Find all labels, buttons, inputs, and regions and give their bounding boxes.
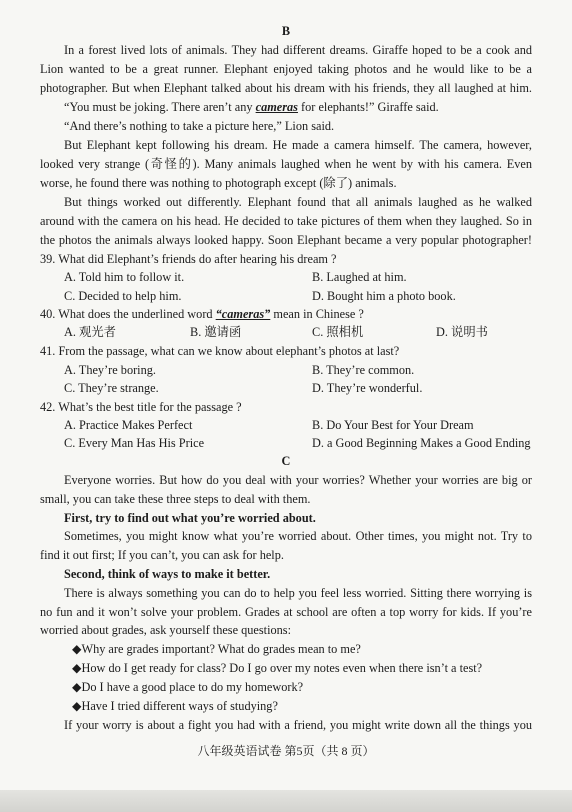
quote-lion: “And there’s nothing to take a picture here,” Lion said. (64, 119, 335, 133)
paragraph-line: find it out first; If you can’t, you can ask for help. (40, 548, 284, 562)
paragraph-line: If your worry is about a fight you had with a friend, you might write down all the things you (64, 718, 532, 732)
text-span: “You must be joking. There aren’t any (64, 100, 256, 114)
question-39-stem: 39. What did Elephant’s friends do after hearing his dream ? (40, 252, 337, 266)
q42-option-d: D. a Good Beginning Makes a Good Ending (312, 436, 531, 450)
underlined-word-cameras: “cameras” (215, 307, 271, 321)
q40-option-a: A. 观光者 (64, 325, 116, 339)
q41-option-a: A. They’re boring. (64, 363, 156, 377)
paragraph-line: the photos the animals always looked happy. Soon Elephant became a very popular photographer! (40, 233, 532, 247)
text-span: mean in Chinese ? (270, 307, 364, 321)
q39-option-c: C. Decided to help him. (64, 289, 182, 303)
q39-option-a: A. Told him to follow it. (64, 270, 185, 284)
q42-option-a: A. Practice Makes Perfect (64, 418, 193, 432)
bullet-item: ◆Why are grades important? What do grades mean to me? (72, 642, 361, 656)
paragraph-line: Sometimes, you might know what you’re worried about. Other times, you might not. Try to (64, 529, 532, 543)
text-span: for elephants!” Giraffe said. (297, 100, 439, 114)
question-40-stem (40, 305, 532, 323)
question-41-stem: 41. From the passage, what can we know about elephant’s photos at last? (40, 344, 400, 358)
section-c-heading: C (281, 454, 291, 468)
step-one-heading: First, try to find out what you’re worried about. (64, 511, 316, 525)
paragraph-line: But things worked out differently. Elephant found that all animals laughed as he walked (64, 195, 532, 209)
bullet-item: ◆Have I tried different ways of studying? (72, 699, 278, 713)
paragraph-line: Lion wanted to be a great runner. Elephant enjoyed taking photos and he would like to be a (40, 62, 532, 76)
quote-giraffe (64, 98, 532, 116)
paragraph-line: worse, he found there was nothing to photograph except (除了) animals. (40, 176, 397, 190)
q39-option-b: B. Laughed at him. (312, 270, 407, 284)
text-span: 40. What does the underlined word (40, 307, 216, 321)
q42-option-c: C. Every Man Has His Price (64, 436, 205, 450)
paragraph-line: In a forest lived lots of animals. They had different dreams. Giraffe hoped to be a cook and (64, 43, 532, 57)
question-42-stem: 42. What’s the best title for the passage ? (40, 400, 242, 414)
paragraph-line: There is always something you can do to help you feel less worried. Sitting there worrying is (64, 586, 532, 600)
step-two-heading: Second, think of ways to make it better. (64, 567, 271, 581)
q42-option-b: B. Do Your Best for Your Dream (312, 418, 474, 432)
page-bottom-edge (0, 790, 572, 812)
q40-option-d: D. 说明书 (436, 325, 488, 339)
q40-option-b: B. 邀请函 (190, 325, 242, 339)
q40-option-c: C. 照相机 (312, 325, 364, 339)
paragraph-line: worried about grades, ask yourself these questions: (40, 623, 291, 637)
paragraph-line: photographer. But when Elephant talked about his dream with his friends, they all laughed at him. (40, 81, 532, 95)
paragraph-line: looked very strange (奇怪的). Many animals laughed when he went by with his camera. Even (40, 157, 532, 171)
paragraph-line: But Elephant kept following his dream. He made a camera himself. The camera, however, (64, 138, 532, 152)
q41-option-b: B. They’re common. (312, 363, 415, 377)
paragraph-line: around with the camera on his head. He decided to take pictures of them when they laughed. So in (40, 214, 532, 228)
paragraph-line: small, you can take these three steps to deal with them. (40, 492, 311, 506)
underlined-word-cameras: cameras (255, 100, 298, 114)
bullet-item: ◆How do I get ready for class? Do I go over my notes even when there isn’t a test? (72, 661, 483, 675)
q41-option-d: D. They’re wonderful. (312, 381, 423, 395)
paragraph-line: no fun and it won’t solve your problem. Grades at school are often a top worry for kids. If you’re (40, 605, 532, 619)
paragraph-line: Everyone worries. But how do you deal with your worries? Whether your worries are big or (64, 473, 532, 487)
bullet-item: ◆Do I have a good place to do my homework? (72, 680, 304, 694)
page-footer: 八年级英语试卷 第5页（共 8 页） (197, 744, 375, 758)
q39-option-d: D. Bought him a photo book. (312, 289, 456, 303)
section-b-heading: B (281, 24, 291, 38)
q41-option-c: C. They’re strange. (64, 381, 159, 395)
